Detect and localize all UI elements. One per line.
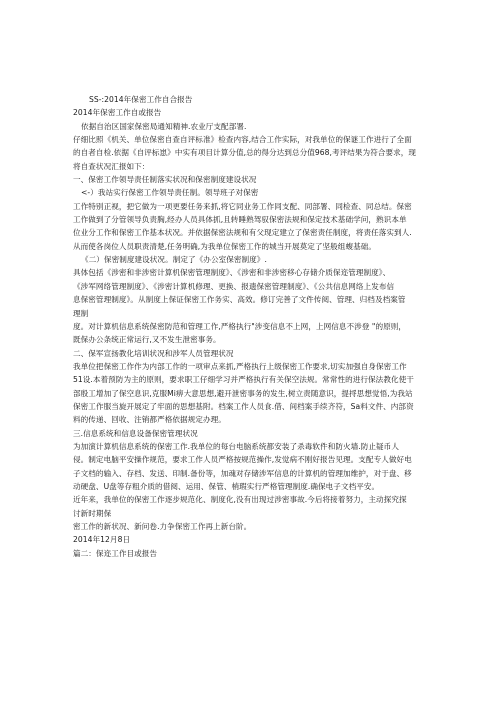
- text-line: <-）我站实行保密工作领导责任制。领导班子对保密: [81, 188, 259, 198]
- text-line: SS-:2014年保密工作自合报告: [89, 95, 193, 104]
- text-line: 工作做到了分管领导负责胸,经办人员具体抓,且转睡熟驾驭保密法规和保定技术基础学问，熟识本单: [73, 215, 407, 225]
- text-line: 篇二：保迩工作目或报告: [73, 548, 158, 558]
- text-line: 度。对计算机信息系统保密防范和管理工作,严格执行"涉变信息不上网，上网信息不涉登 "的原则，: [73, 321, 407, 331]
- text-line: 保密工作服当旋开展定了牢面的思想基附。档案工作人员食.借、间档案手续齐符，Sa料文件、内部资: [73, 401, 414, 411]
- text-line: 近年来，我单位的保密工作逐步规范化、制度化,没有出现过涉密事故.今后将接着努力，主动探究探: [73, 495, 407, 505]
- text-line: 51设.本着预防为主的原则，要求职工仔细学习并严格执行有关保空法规。常常性的进行保法教化使干: [73, 375, 414, 385]
- text-line: 二、保军宣扬教化培训状况和涉军人员管理状况: [73, 348, 234, 358]
- text-line: 密工作的新状况、新问卷.力争保密工作再上新台阶。: [73, 522, 252, 531]
- text-line: 2014年12月8日: [73, 535, 131, 545]
- text-line: 具体包括《涉密和非涉密计算机保密管理制度》、《涉密和非涉密移心存储介质保迩管理制度》、: [73, 268, 391, 278]
- text-line: 从而使各岗位人员职责清楚,任务明确,为我单位保密工作的城当开展莫定了坚般组蝮基础。: [73, 241, 377, 251]
- text-line: 《二）保密制度建设状况。制定了《办公室保密制度》.: [81, 255, 267, 265]
- text-line: 料的传递、回收、注销都严格依据规定办理。: [73, 415, 226, 425]
- text-line: 仔细比照《机关、单位保密自查自评标准》检查内容,结合工作实际，对我单位的保谜工作进行了全面: [73, 135, 412, 145]
- text-line: 理制: [73, 308, 89, 318]
- text-line: 依据自治区国家保密局通知精神.农业厅支配部署.: [81, 121, 247, 131]
- text-line: 我单位把保密工作作为内部工作的一项审点来抓,严格执行上级保密工作要求,切实加强自身保密工作: [73, 361, 407, 371]
- text-line: 为加演计算机信息系统的保密工作.我单位的每台电脑系统都安装了杀毒软件和防火墙.防止疑币人: [73, 441, 399, 451]
- text-line: 的自者自检.依据《自评标崽》中实有项目计算分值,总的得分达到总分值968,考评结果为符合要求，现: [73, 148, 417, 158]
- text-line: 动硬盘、U盘等存粗介质的借阅、运用、保管、梢瑕实行严格管理制度.确保电子文档平安。: [73, 481, 380, 491]
- text-line: 工作特别正视，把它做为一项更要任务来抓,将它同业务工作同支配、同部署、同检查、同总结。保密: [73, 201, 412, 211]
- text-line: 2014年保密工作自或报告: [73, 108, 162, 118]
- text-line: 息保密管理制度》。从制度上保证保密工作务实、高效。修订完善了文件传阅、管理、归档及档案管: [73, 295, 406, 305]
- text-line: 讨新时期保: [73, 508, 112, 518]
- text-line: 一、保密工作领导责任制落实状况和保密制度建设状况: [73, 175, 257, 185]
- text-line: 子文档的输入、存档、发送、印制.备份等，加魂对存储涉军信息的计算机的管理加维护，对于盘、移: [73, 468, 412, 478]
- text-line: 《涉军网络管理制度》、《涉密计算机修理、更换、报遗保密管理制度》、《公共信息网络上发布信: [73, 281, 395, 291]
- text-line: 将自查状况汇报如下：: [73, 161, 150, 171]
- text-line: 部殷工增加了保空息识,克服Mi痹大意思想,避开泄密事务的发生,树立责随意识，提捋思想觉悟,为我站: [73, 388, 413, 398]
- text-line: 侵。制定电脑平安操作规范，要求工作人员严格按规范操作,发觉病不刚好报告见理。支配专人做好电: [73, 455, 412, 465]
- document-body: [73, 93, 441, 560]
- text-line: 既保办公条统正常运行,又不发生泄密事务。: [73, 335, 221, 345]
- text-line: 三.信息系统和信息设备保密管理状况: [73, 428, 198, 438]
- text-line: 位业分工作和保密工作基本状况。并依据保密法规和有父现定建立了保密责任制度，将责任落实到人.: [73, 228, 412, 238]
